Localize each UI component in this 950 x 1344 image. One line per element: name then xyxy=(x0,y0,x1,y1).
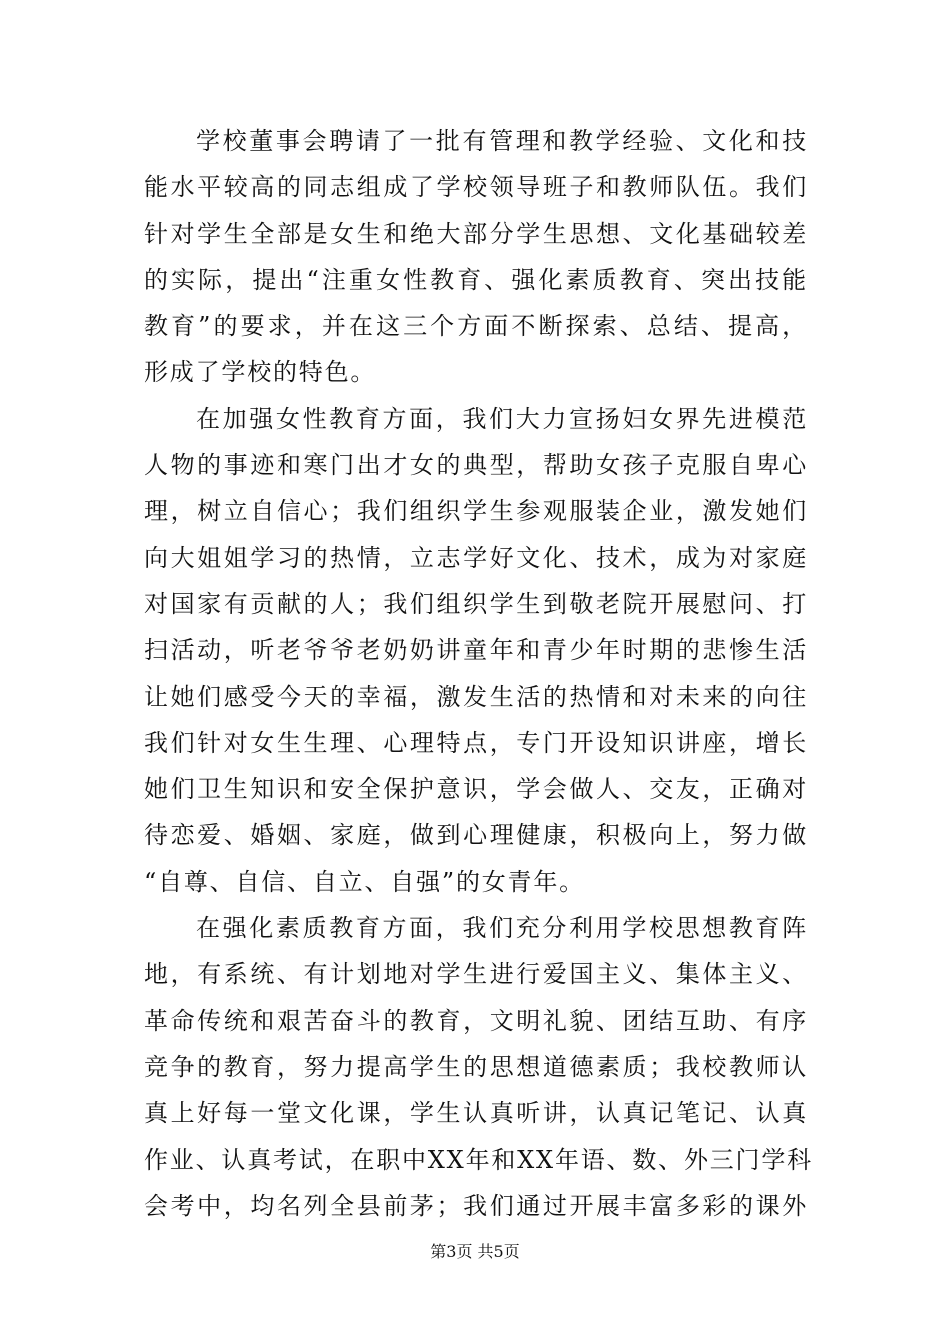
text-line: 革命传统和艰苦奋斗的教育，文明礼貌、团结互助、有序 xyxy=(144,1006,808,1035)
text-line: 作业、认真考试，在职中XX年和XX年语、数、外三门学科 xyxy=(144,1145,813,1174)
text-line: 形成了学校的特色。 xyxy=(144,358,377,387)
text-line: 会考中，均名列全县前茅；我们通过开展丰富多彩的课外 xyxy=(144,1191,808,1220)
text-line: 地，有系统、有计划地对学生进行爱国主义、集体主义、 xyxy=(144,960,808,989)
text-line: 理，树立自信心；我们组织学生参观服装企业，激发她们 xyxy=(144,497,808,526)
text-line: 教育”的要求，并在这三个方面不断探索、总结、提高， xyxy=(144,312,808,341)
text-line: 待恋爱、婚姻、家庭，做到心理健康，积极向上，努力做 xyxy=(144,821,808,850)
page-footer xyxy=(0,1240,950,1264)
text-line: 在加强女性教育方面，我们大力宣扬妇女界先进模范 xyxy=(196,404,808,433)
text-line: 她们卫生知识和安全保护意识，学会做人、交友，正确对 xyxy=(144,775,808,804)
text-line: 学校董事会聘请了一批有管理和教学经验、文化和技 xyxy=(196,127,808,155)
text-line: 能水平较高的同志组成了学校领导班子和教师队伍。我们 xyxy=(144,173,808,202)
page-number-label: 第3页 共5页 xyxy=(430,1242,520,1261)
text-line: 让她们感受今天的幸福，激发生活的热情和对未来的向往 xyxy=(144,682,808,711)
text-line: “自尊、自信、自立、自强”的女青年。 xyxy=(144,867,585,896)
text-line: 我们针对女生生理、心理特点，专门开设知识讲座，增长 xyxy=(144,728,808,757)
text-line: 的实际，提出“注重女性教育、强化素质教育、突出技能 xyxy=(144,265,808,294)
body-text xyxy=(144,118,813,1229)
text-line: 人物的事迹和寒门出才女的典型，帮助女孩子克服自卑心 xyxy=(144,451,808,480)
text-line: 向大姐姐学习的热情，立志学好文化、技术，成为对家庭 xyxy=(144,543,808,572)
text-line: 真上好每一堂文化课，学生认真听讲，认真记笔记、认真 xyxy=(144,1099,808,1128)
text-line: 扫活动，听老爷爷老奶奶讲童年和青少年时期的悲惨生活 xyxy=(144,636,808,665)
text-line: 竞争的教育，努力提高学生的思想道德素质；我校教师认 xyxy=(144,1052,808,1081)
text-line: 对国家有贡献的人；我们组织学生到敬老院开展慰问、打 xyxy=(144,589,808,618)
text-line: 在强化素质教育方面，我们充分利用学校思想教育阵 xyxy=(196,914,808,943)
text-line: 针对学生全部是女生和绝大部分学生思想、文化基础较差 xyxy=(144,219,808,248)
